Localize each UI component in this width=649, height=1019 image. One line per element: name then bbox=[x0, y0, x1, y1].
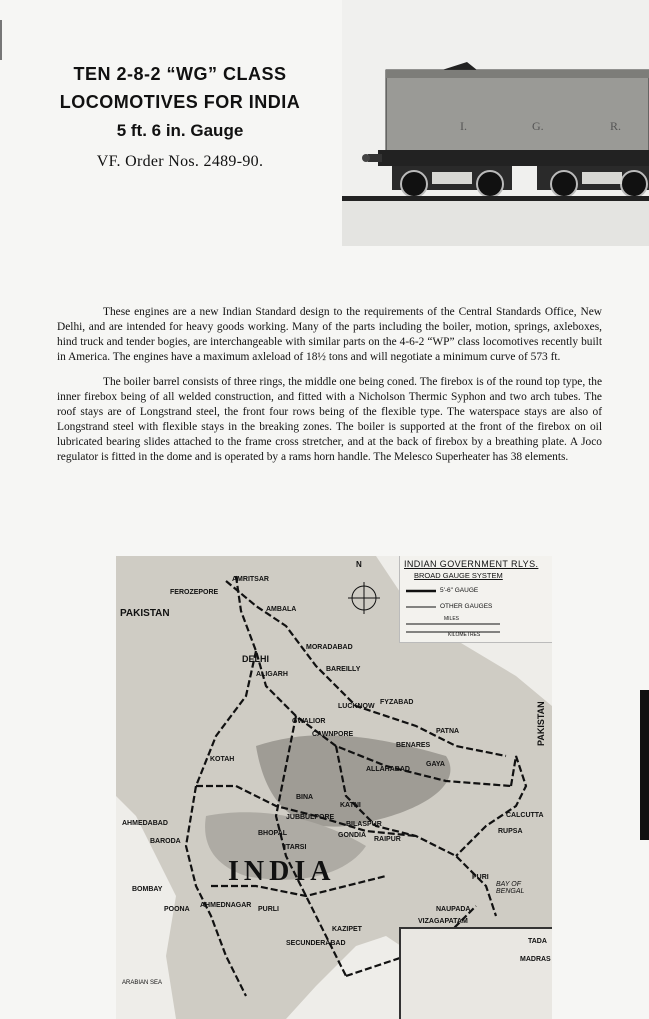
city-bareilly: BAREILLY bbox=[326, 666, 361, 673]
city-gaya: GAYA bbox=[426, 761, 445, 768]
tender-photo bbox=[342, 0, 649, 246]
city-fyzabad: FYZABAD bbox=[380, 699, 414, 706]
city-aligarh: ALIGARH bbox=[256, 671, 288, 678]
city-itarsi: ITARSI bbox=[284, 844, 307, 851]
city-cawnpore: CAWNPORE bbox=[312, 731, 354, 738]
legend-subtitle: BROAD GAUGE SYSTEM bbox=[414, 571, 503, 580]
city-allahabad: ALLAHABAD bbox=[366, 766, 410, 773]
label-bay-of-bengal: BAY OF BENGAL bbox=[496, 881, 525, 895]
city-patna: PATNA bbox=[436, 728, 460, 735]
city-bombay: BOMBAY bbox=[132, 886, 163, 893]
legend-other-label: OTHER GAUGES bbox=[440, 603, 493, 610]
label-pakistan-east: PAKISTAN bbox=[536, 701, 546, 746]
paragraph-2: The boiler barrel consists of three rings, the middle one being coned. The firebox is of the round top type, the inner firebox being of all welded construction, and fitted with a Nicholson Thermic Syphon and two arch tubes. The roof stays are of Longstrand steel, the front four rows being of the flexible type. The waterspace stays are also of Longstrand steel with flexible stays in the breaking zones. The boiler is supported at the front of the firebox on oil lubricated bearing slides attached to the frame cross stretcher, and at the back of firebox by a breathing plate. A Joco regulator is fitted in the dome and is operated by a rams horn handle. The Melesco Superheater has 38 elements. bbox=[57, 376, 602, 463]
title-line-1: TEN 2-8-2 “WG” CLASS bbox=[73, 64, 287, 84]
legend-broad-label: 5'-6" GAUGE bbox=[440, 587, 479, 594]
order-numbers: VF. Order Nos. 2489-90. bbox=[96, 153, 264, 170]
legend-miles: MILES bbox=[444, 616, 460, 622]
city-purli: PURLI bbox=[258, 906, 279, 913]
city-calcutta: CALCUTTA bbox=[506, 812, 544, 819]
city-delhi: DELHI bbox=[242, 654, 269, 664]
city-ferozepore: FEROZEPORE bbox=[170, 589, 219, 596]
city-vizagapatam: VIZAGAPATAM bbox=[418, 918, 468, 925]
city-naupada: NAUPADA bbox=[436, 906, 471, 913]
city-raipur: RAIPUR bbox=[374, 836, 401, 843]
city-ahmednagar: AHMEDNAGAR bbox=[200, 902, 252, 909]
city-moradabad: MORADABAD bbox=[306, 644, 353, 651]
city-amritsar: AMRITSAR bbox=[232, 576, 269, 583]
city-baroda: BARODA bbox=[150, 838, 181, 845]
north-arrow: N bbox=[356, 560, 362, 569]
city-puri: PURI bbox=[472, 874, 489, 881]
tender-illustration bbox=[342, 0, 649, 246]
city-rupsa: RUPSA bbox=[498, 828, 523, 835]
city-bhopal: BHOPAL bbox=[258, 830, 288, 837]
city-secunderabad: SECUNDERABAD bbox=[286, 940, 346, 947]
tender-letter-r: R. bbox=[610, 119, 622, 133]
tender-letter-i: I. bbox=[460, 119, 467, 133]
label-india: INDIA bbox=[228, 856, 336, 887]
city-ahmedabad: AHMEDABAD bbox=[122, 820, 168, 827]
city-poona: POONA bbox=[164, 906, 190, 913]
page-edge-mark bbox=[0, 20, 2, 60]
title-block bbox=[30, 60, 330, 178]
title-line-2: LOCOMOTIVES FOR INDIA bbox=[59, 92, 301, 112]
city-ambala: AMBALA bbox=[266, 606, 297, 613]
city-bina: BINA bbox=[296, 794, 314, 801]
city-gondia: GONDIA bbox=[338, 832, 366, 839]
map-legend bbox=[399, 556, 552, 643]
city-katni: KATNI bbox=[340, 802, 361, 809]
legend-kilometres: KILOMETRES bbox=[448, 632, 481, 638]
city-benares: BENARES bbox=[396, 742, 431, 749]
city-kazipet: KAZIPET bbox=[332, 926, 362, 933]
city-jubbulpore: JUBBULPORE bbox=[286, 814, 335, 821]
city-tada: TADA bbox=[528, 938, 547, 945]
label-arabian-sea: ARABIAN SEA bbox=[122, 980, 163, 986]
paragraph-1: These engines are a new Indian Standard design to the requirements of the Central Standards Office, New Delhi, and are intended for heavy goods working. Many of the parts including the boiler, motion, springs, axleboxes, hind truck and tender bogies, are interchangeable with similar parts on the 4-6-2 “WP” class locomotives recently built in America. The engines have a maximum axleload of 18½ tons and will negotiate a minimum curve of 573 ft. bbox=[57, 306, 602, 363]
railway-map bbox=[116, 556, 552, 1019]
city-lucknow: LUCKNOW bbox=[338, 703, 375, 710]
body-text bbox=[57, 305, 602, 475]
city-madras: MADRAS bbox=[520, 956, 551, 963]
city-kotah: KOTAH bbox=[210, 756, 235, 763]
label-pakistan-west: PAKISTAN bbox=[120, 608, 170, 619]
tender-letter-g: G. bbox=[532, 119, 544, 133]
gauge-subtitle: 5 ft. 6 in. Gauge bbox=[116, 121, 244, 140]
city-bilaspur: BILASPUR bbox=[346, 821, 382, 828]
page-edge-mark-right bbox=[640, 690, 649, 840]
legend-title: INDIAN GOVERNMENT RLYS. bbox=[404, 559, 539, 569]
city-gwalior: GWALIOR bbox=[292, 718, 326, 725]
